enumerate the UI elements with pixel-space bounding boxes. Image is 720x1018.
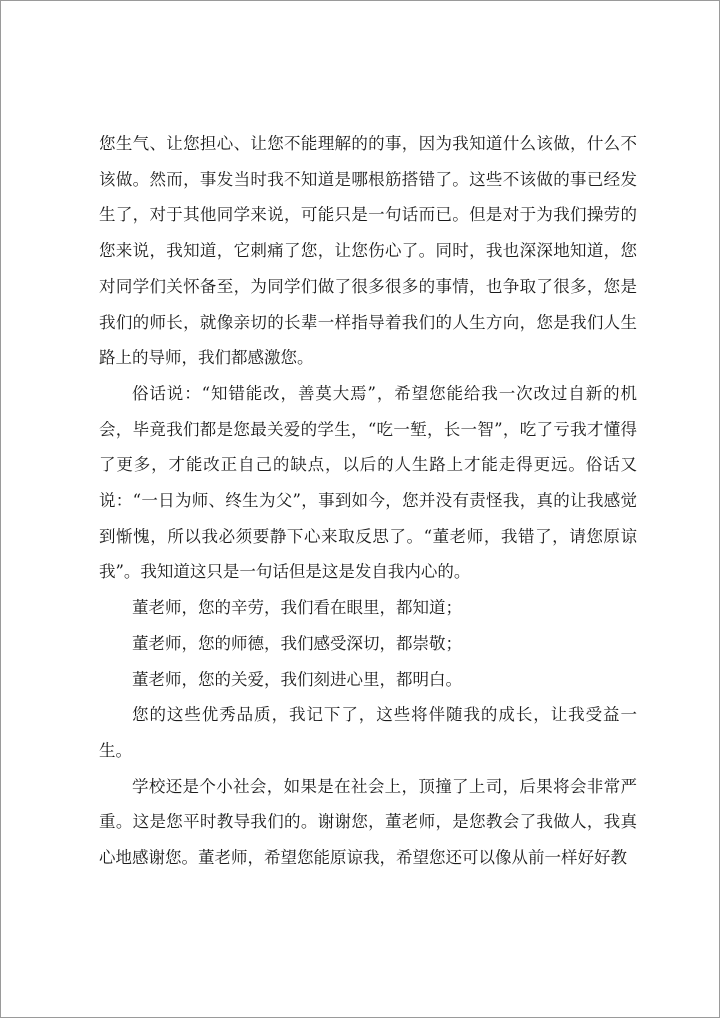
document-body xyxy=(99,126,637,876)
paragraph-line-diligence: 董老师，您的辛劳，我们看在眼里，都知道； xyxy=(132,598,462,618)
paragraph-school-society: 学校还是个小社会，如果是在社会上，顶撞了上司，后果将会非常严重。这是您平时教导我们的。谢谢您，董老师，是您教会了我做人，我真心地感谢您。董老师，希望您能原谅我，希望您还可以像从前一样好好教 xyxy=(99,776,637,868)
paragraph-qualities: 您的这些优秀品质，我记下了，这些将伴随我的成长，让我受益一生。 xyxy=(99,705,637,760)
paragraph-continuation: 您生气、让您担心、让您不能理解的的事，因为我知道什么该做，什么不该做。然而，事发当时我不知道是哪根筋搭错了。这些不该做的事已经发生了，对于其他同学来说，可能只是一句话而已。但是对于为我们操劳的您来说，我知道，它刺痛了您，让您伤心了。同时，我也深深地知道，您对同学们关怀备至，为同学们做了很多很多的事情，也争取了很多，您是我们的师长，就像亲切的长辈一样指导着我们的人生方向，您是我们人生路上的导师，我们都感激您。 xyxy=(99,134,637,368)
paragraph-proverb: 俗话说：“知错能改，善莫大焉”，希望您能给我一次改过自新的机会，毕竟我们都是您最关爱的学生，“吃一堑，长一智”，吃了亏我才懂得了更多，才能改正自己的缺点，以后的人生路上才能走得更远。俗话又说：“一日为师、终生为父”，事到如今，您并没有责怪我，真的让我感觉到惭愧，所以我必须要静下心来取反思了。“董老师，我错了，请您原谅我”。我知道这只是一句话但是这是发自我内心的。 xyxy=(99,383,637,582)
paragraph-line-care: 董老师，您的关爱，我们刻进心里，都明白。 xyxy=(132,669,462,689)
paragraph-line-virtue: 董老师，您的师德，我们感受深切，都崇敬； xyxy=(132,633,462,653)
